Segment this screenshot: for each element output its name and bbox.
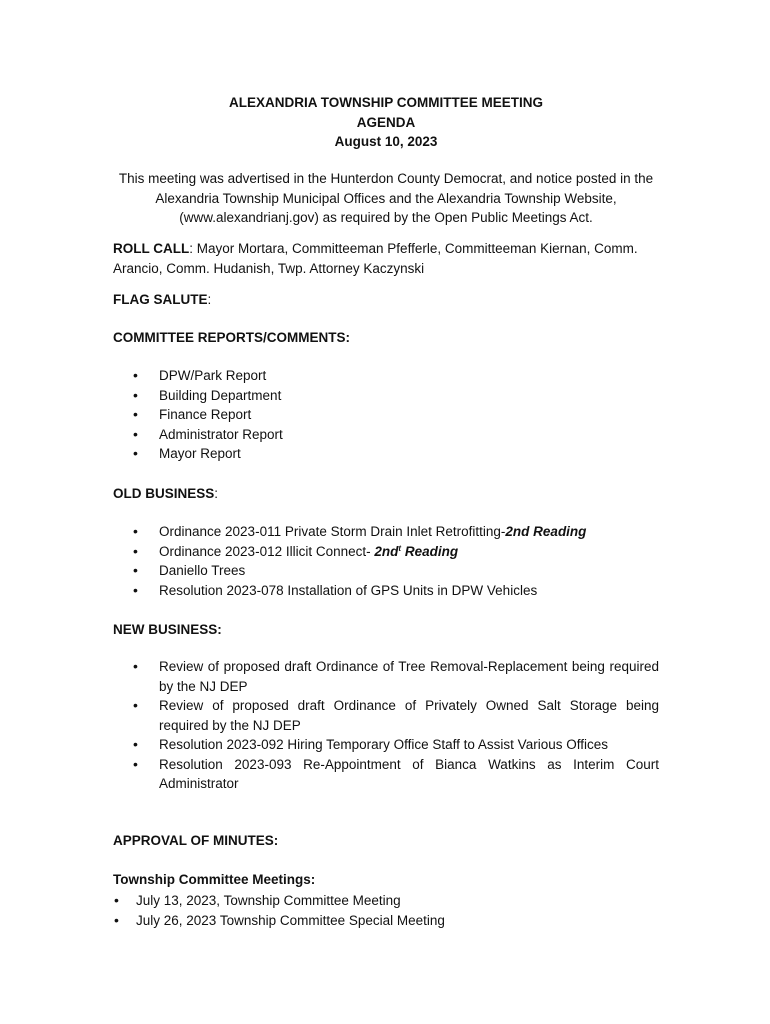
flag-salute [113,290,659,310]
document-header [113,93,659,152]
roll-call-text: : Mayor Mortara, Committeeman Pfefferle, Committeeman Kiernan, Comm. Arancio, Comm. Hudanish, Twp. Attorney Kaczynski [113,241,638,276]
roll-call [113,239,659,278]
list-item: • July 26, 2023 Township Committee Special Meeting [113,911,659,931]
new-business-list [113,657,659,794]
flag-salute-label: FLAG SALUTE [113,292,208,307]
committee-reports-heading: COMMITTEE REPORTS/COMMENTS: [113,330,350,345]
old-business-heading [113,484,659,504]
meeting-title: ALEXANDRIA TOWNSHIP COMMITTEE MEETING [228,95,543,110]
list-item: • Finance Report [113,405,659,425]
minutes-list [113,891,659,930]
list-item: • July 13, 2023, Township Committee Meeting [113,891,659,911]
township-meetings-subheading: Township Committee Meetings: [113,872,316,887]
list-item: • Daniello Trees [113,561,659,581]
meeting-date: August 10, 2023 [334,134,438,149]
list-item [113,542,659,562]
roll-call-label: ROLL CALL [113,241,190,256]
new-business-heading: NEW BUSINESS: [113,622,222,637]
reading-label: 2nd Reading [505,524,587,539]
list-item: • DPW/Park Report [113,366,659,386]
flag-salute-colon: : [207,292,212,307]
old-business-label: OLD BUSINESS [113,486,215,501]
old-business-colon: : [214,486,219,501]
list-item-text: Ordinance 2023-012 Illicit Connect- [159,543,375,559]
list-item: • Administrator Report [113,425,659,445]
approval-of-minutes-heading: APPROVAL OF MINUTES: [113,833,279,848]
list-item [113,522,659,542]
agenda-label: AGENDA [356,114,416,130]
meeting-notice: This meeting was advertised in the Hunterdon County Democrat, and notice posted in the Alexandria Township Municipal Offices and the Alexandria Township Website, (www.alexandrianj.gov) as required by the Open Public Meetings Act. [118,171,654,225]
reading-ordinal: 2nd [374,543,399,559]
list-item: • Resolution 2023-092 Hiring Temporary Office Staff to Assist Various Offices [113,735,659,755]
list-item: • Resolution 2023-078 Installation of GPS Units in DPW Vehicles [113,581,659,601]
list-item: • Review of proposed draft Ordinance of Tree Removal-Replacement being required by the NJ DEP [113,657,659,696]
list-item-text: Ordinance 2023-011 Private Storm Drain Inlet Retrofitting- [159,524,506,539]
superscript: t [398,543,402,553]
list-item: • Resolution 2023-093 Re-Appointment of Bianca Watkins as Interim Court Administrator [113,755,659,794]
list-item: • Review of proposed draft Ordinance of Privately Owned Salt Storage being required by the NJ DEP [113,696,659,735]
list-item: • Building Department [113,386,659,406]
reading-label: Reading [401,543,459,559]
old-business-list [113,522,659,600]
list-item: • Mayor Report [113,444,659,464]
committee-reports-list [113,366,659,464]
